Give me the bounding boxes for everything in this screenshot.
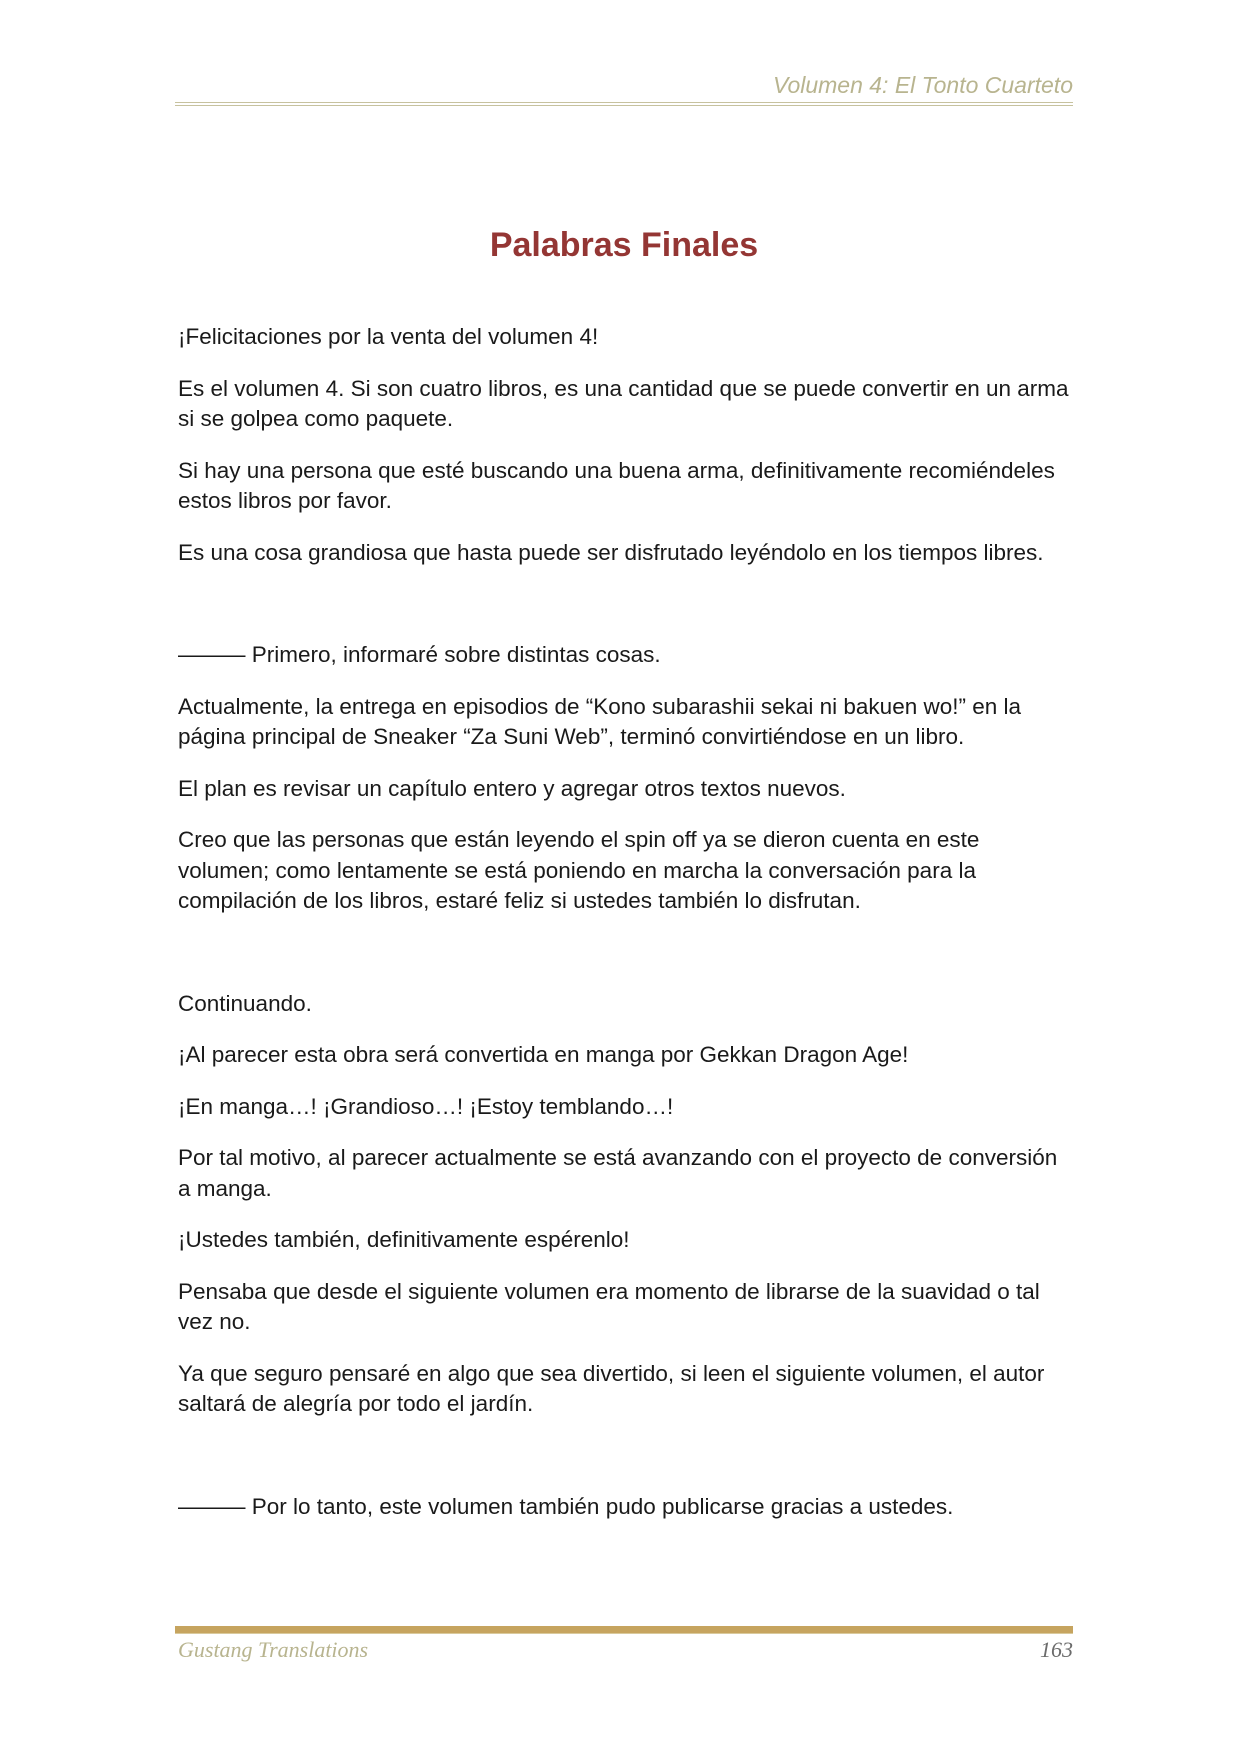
- footer-divider: [175, 1626, 1073, 1634]
- section-spacer: [178, 938, 1074, 989]
- chapter-title: Palabras Finales: [489, 226, 759, 264]
- paragraph: Es una cosa grandiosa que hasta puede ser disfrutado leyéndolo en los tiempos libres.: [178, 539, 1044, 565]
- paragraph: Es el volumen 4. Si son cuatro libros, es una cantidad que se puede convertir en un arma si se golpea como paquete.: [178, 375, 1069, 431]
- running-header-title: Volumen 4: El Tonto Cuarteto: [772, 72, 1073, 98]
- paragraph: ¡Felicitaciones por la venta del volumen 4!: [178, 324, 599, 349]
- body-text: [178, 322, 1074, 1543]
- section-spacer: [178, 1441, 1074, 1492]
- paragraph: El plan es revisar un capítulo entero y agregar otros textos nuevos.: [178, 775, 846, 801]
- paragraph: ¡Al parecer esta obra será convertida en manga por Gekkan Dragon Age!: [178, 1042, 909, 1067]
- paragraph: ——— Primero, informaré sobre distintas cosas.: [178, 642, 661, 667]
- paragraph: ¡En manga…! ¡Grandioso…! ¡Estoy temblando…!: [178, 1093, 674, 1119]
- paragraph: ——— Por lo tanto, este volumen también pudo publicarse gracias a ustedes.: [178, 1493, 954, 1519]
- paragraph: Si hay una persona que esté buscando una buena arma, definitivamente recomiéndeles estos libros por favor.: [178, 457, 1055, 513]
- header-divider: [175, 102, 1073, 106]
- paragraph: Continuando.: [178, 990, 312, 1016]
- paragraph: Ya que seguro pensaré en algo que sea divertido, si leen el siguiente volumen, el autor saltará de alegría por todo el jardín.: [178, 1360, 1045, 1416]
- paragraph: Creo que las personas que están leyendo el spin off ya se dieron cuenta en este volumen; como lentamente se está poniendo en marcha la conversación para la compilación de los libros, estaré feliz si ustedes también lo disfrutan.: [178, 827, 980, 913]
- paragraph: Por tal motivo, al parecer actualmente se está avanzando con el proyecto de conversión a manga.: [178, 1145, 1058, 1201]
- footer-credit: Gustang Translations: [178, 1637, 369, 1662]
- paragraph: Actualmente, la entrega en episodios de “Kono subarashii sekai ni bakuen wo!” en la página principal de Sneaker “Za Suni Web”, terminó convirtiéndose en un libro.: [178, 693, 1022, 749]
- section-spacer: [178, 589, 1074, 640]
- paragraph: ¡Ustedes también, definitivamente espérenlo!: [178, 1227, 630, 1252]
- page-number: 163: [1040, 1637, 1073, 1662]
- paragraph: Pensaba que desde el siguiente volumen era momento de librarse de la suavidad o tal vez no.: [178, 1278, 1040, 1334]
